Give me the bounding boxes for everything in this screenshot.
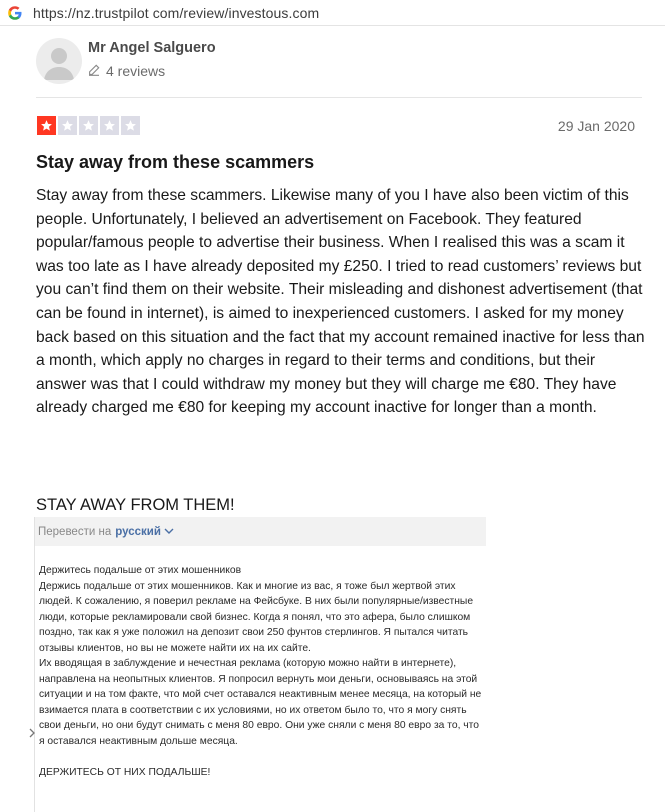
url-text[interactable]: https://nz.trustpilot com/review/investous.com bbox=[33, 4, 320, 21]
translate-bar[interactable] bbox=[35, 517, 486, 546]
reviews-count-label: 4 reviews bbox=[106, 63, 166, 79]
header-divider bbox=[36, 97, 642, 98]
chevron-down-icon bbox=[164, 526, 174, 538]
browser-url-bar[interactable] bbox=[0, 0, 665, 26]
translated-title: Держитесь подальше от этих мошенников bbox=[39, 565, 242, 576]
star-icon bbox=[100, 116, 119, 135]
star-icon bbox=[121, 116, 140, 135]
review-title[interactable]: Stay away from these scammers bbox=[36, 152, 315, 172]
star-icon bbox=[79, 116, 98, 135]
translated-text bbox=[35, 546, 486, 780]
google-g-icon bbox=[6, 4, 24, 22]
star-icon bbox=[58, 116, 77, 135]
pencil-icon bbox=[88, 63, 100, 79]
chevron-right-icon[interactable] bbox=[28, 726, 36, 740]
review-date: 29 Jan 2020 bbox=[557, 118, 635, 134]
translated-closing: ДЕРЖИТЕСЬ ОТ НИХ ПОДАЛЬШЕ! bbox=[39, 766, 211, 778]
user-silhouette-icon[interactable] bbox=[36, 38, 82, 84]
translated-paragraph: Их вводящая в заблуждение и нечестная реклама (которую можно найти в интернете), направлена на неопытных клиентов. Я попросил вернуть мои деньги, основываясь на этой ситуации и на том факте, что мой счет оставался неактивным менее месяца, на который не взимается плата в соответствии с их условиями, но их ответом было то, что я могу снять свои деньги, но они будут снимать с меня 80 евро. Они уже сняли с меня 80 евро за то, что я оставался неактивным дольше месяца. bbox=[39, 658, 482, 747]
translate-prompt: Перевести на bbox=[38, 525, 112, 538]
translate-language-select[interactable] bbox=[115, 526, 174, 538]
star-rating bbox=[37, 116, 140, 135]
review-closing: STAY AWAY FROM THEM! bbox=[36, 496, 235, 514]
reviews-count bbox=[88, 63, 165, 79]
translated-paragraph: Держись подальше от этих мошенников. Как и многие из вас, я тоже был жертвой этих людей. К сожалению, я поверил рекламе на Фейсбуке. В них были популярные/известные люди, которые рекламировали свой бизнес. Когда я понял, что это афера, было слишком поздно, так как я уже положил на депозит свои 250 фунтов стерлингов. Я пытался читать отзывы клиентов, но вы не можете найти их на их сайте. bbox=[39, 580, 474, 654]
translate-language: русский bbox=[115, 525, 161, 538]
reviewer-name[interactable]: Mr Angel Salguero bbox=[88, 40, 216, 56]
translation-panel bbox=[34, 517, 486, 812]
review-body: Stay away from these scammers. Likewise many of you I have also been victim of this people. Unfortunately, I believed an advertisement on Facebook. They featured popular/famous people to advertise their business. When I realised this was a scam it was too late as I have already deposited my £250. I tried to read customers’ reviews but you can’t find them on their website. Their misleading and dishonest advertisement (that can be found in internet), is aimed to inexperienced customers. I asked for my money back based on this situation and the fact that my account remained inactive for less than a month, which apply no charges in regard to their terms and conditions, but their answer was that I could withdraw my money but they will charge me €80. They have already charged me €80 for keeping my account inactive for longer than a month. bbox=[36, 187, 645, 417]
star-icon bbox=[37, 116, 56, 135]
